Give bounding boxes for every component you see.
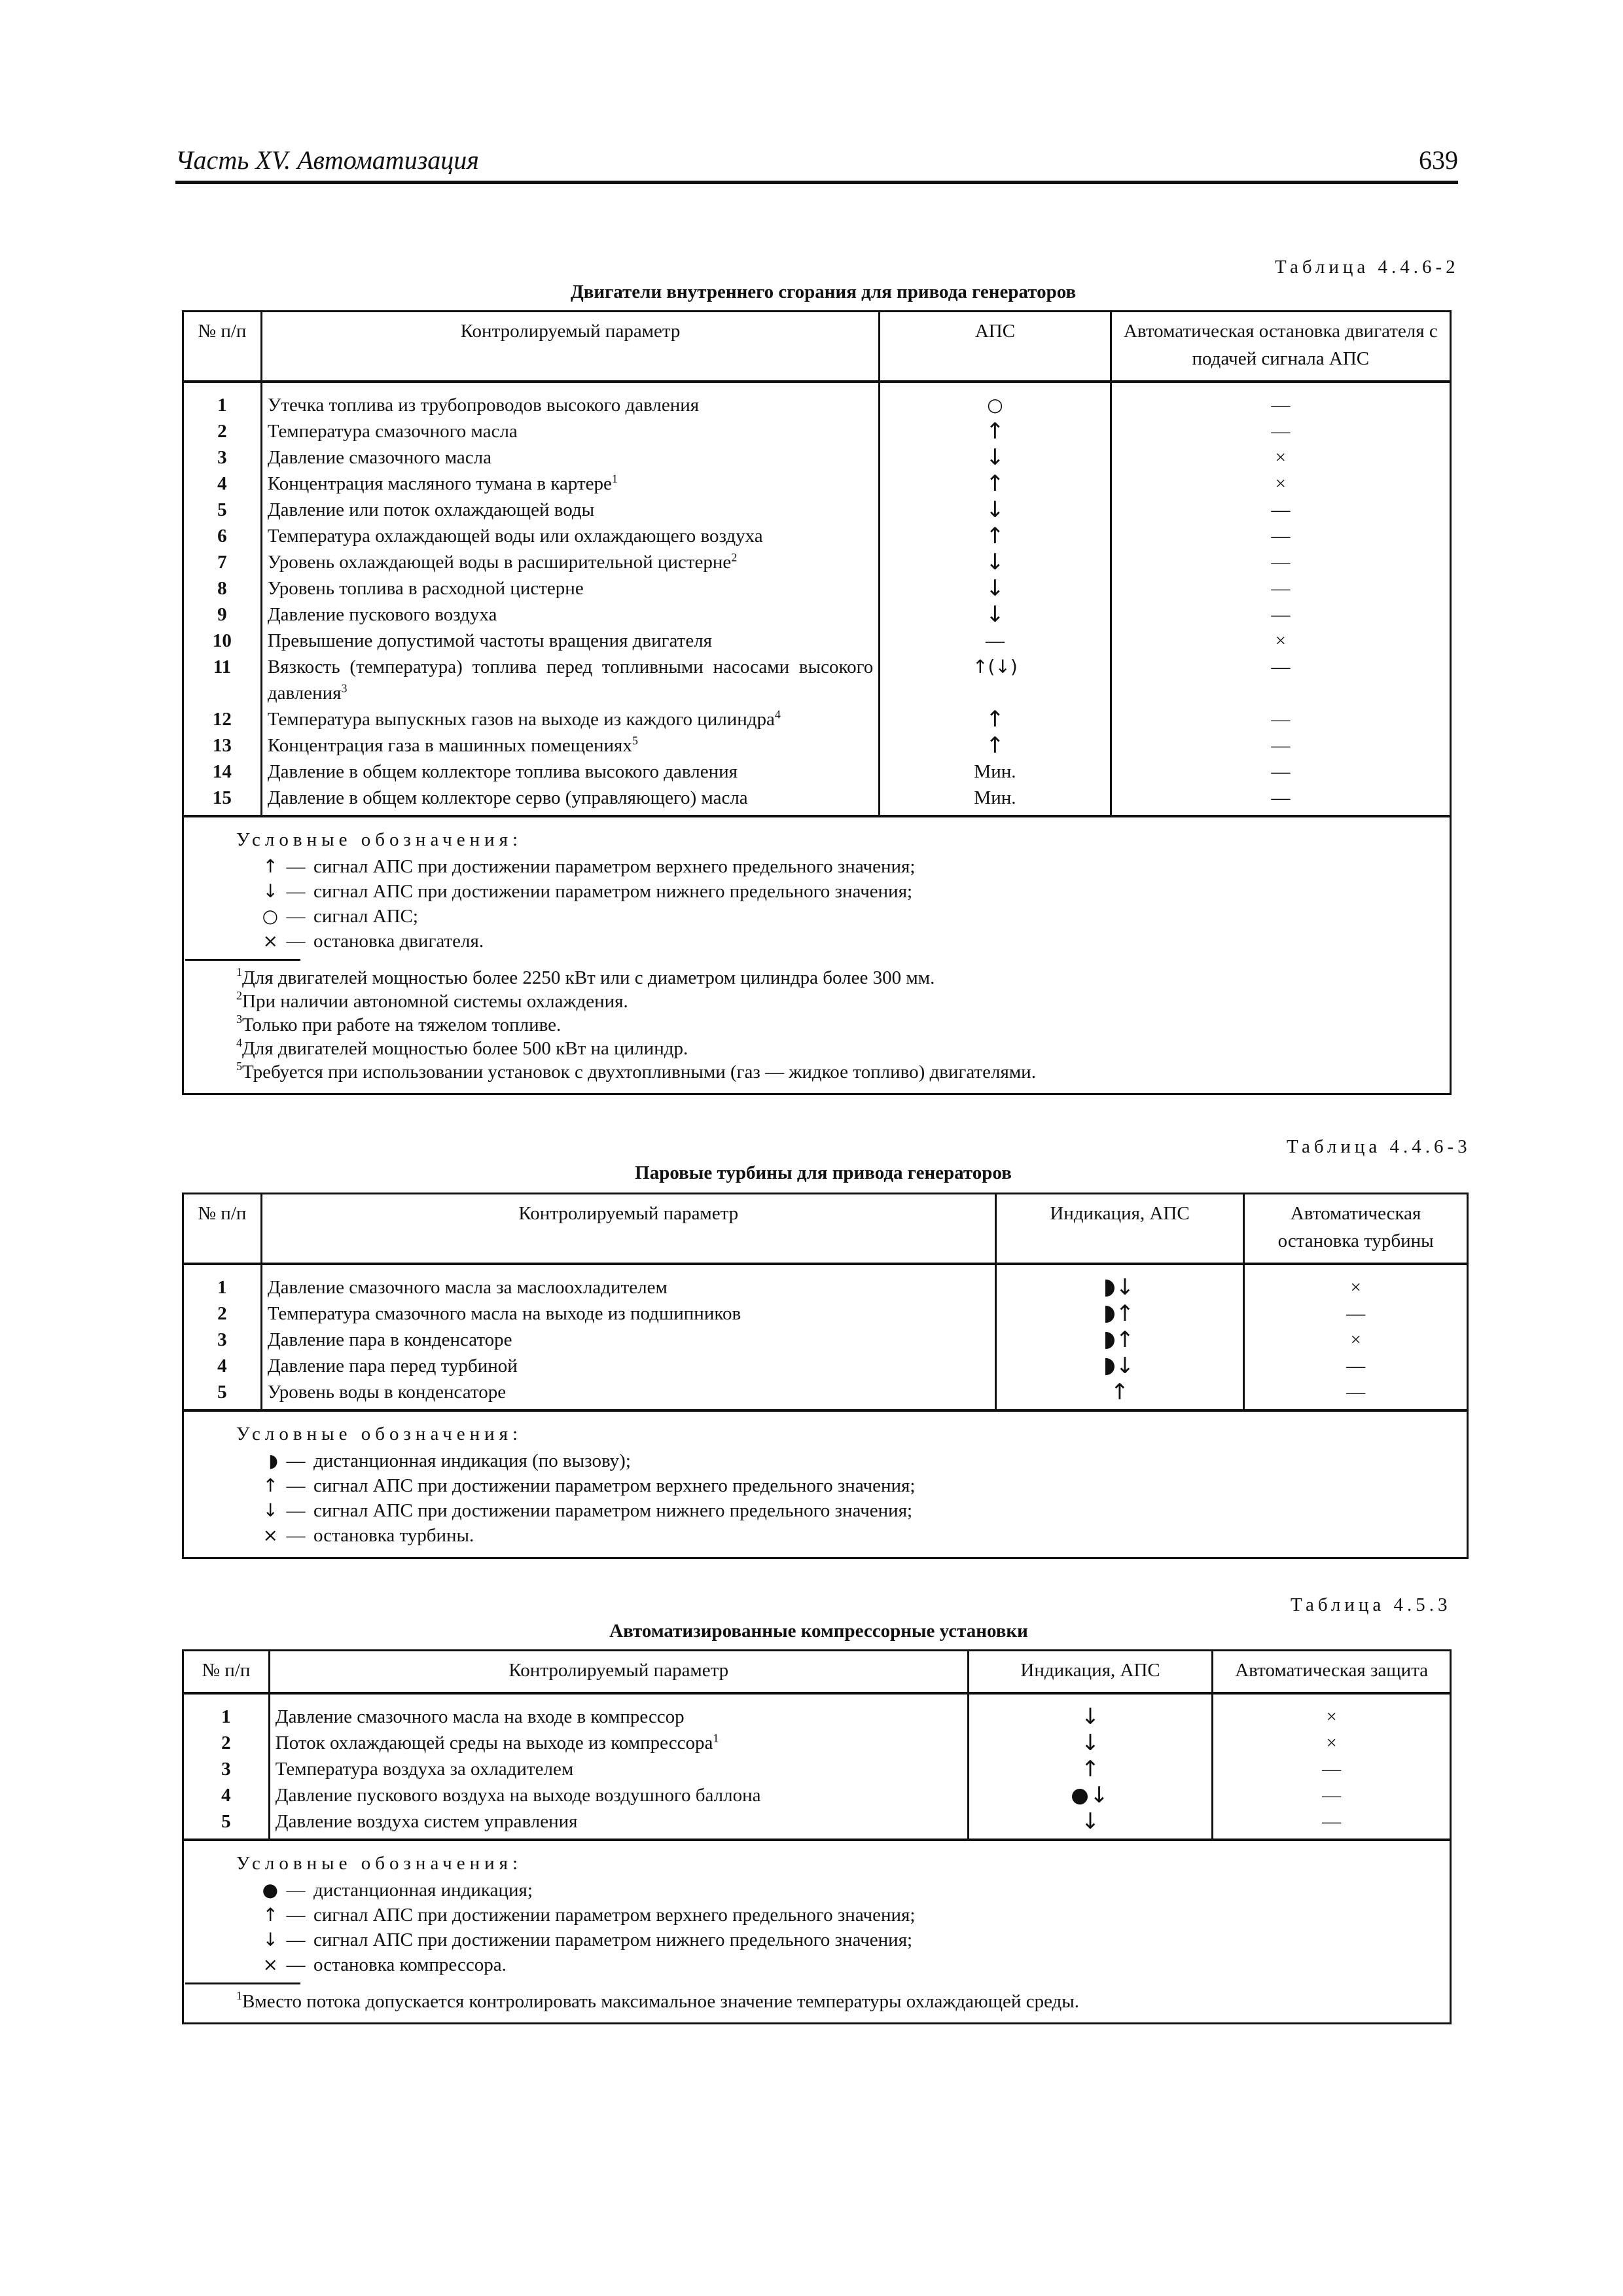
stop-cell: — [1271, 552, 1291, 573]
row-num: 4 [217, 473, 227, 494]
stop-column [1244, 1264, 1468, 1410]
indication-cell: ↑ [997, 1300, 1243, 1327]
aps-cell: ↑ [986, 706, 1005, 732]
page-header [175, 143, 1458, 184]
param-column [261, 382, 879, 816]
legend-item: × — остановка турбины. [262, 1524, 474, 1546]
row-num: 12 [212, 709, 232, 730]
col-header-num: № п/п [183, 1651, 270, 1694]
table-title: Автоматизированные компрессорные установки [609, 1621, 1028, 1641]
param-cell: Уровень топлива в расходной цистерне [267, 578, 584, 599]
aps-cell: Мин. [974, 787, 1016, 808]
num-column [183, 1264, 262, 1410]
legend-title: Условные обозначения: [236, 1853, 523, 1874]
legend-title: Условные обозначения: [236, 1424, 523, 1444]
legend-item: ◗ — дистанционная индикация (по вызову); [268, 1450, 631, 1471]
num-column [183, 1693, 270, 1840]
aps-cell: ↓ [986, 444, 1005, 471]
legend-item: ↓ — сигнал АПС при достижении параметром нижнего предельного значения; [262, 1929, 913, 1950]
param-cell: Давление воздуха систем управления [275, 1811, 578, 1832]
remote-indication-icon [1105, 1306, 1115, 1323]
legend-section [183, 1840, 1451, 2024]
remote-indication-icon [1105, 1280, 1115, 1297]
indication-column [995, 1264, 1243, 1410]
table-title: Двигатели внутреннего сгорания для привода генераторов [570, 281, 1077, 302]
aps-cell: Мин. [974, 761, 1016, 782]
col-header-stop: Автоматическая остановка турбины [1244, 1194, 1468, 1265]
legend-title: Условные обозначения: [236, 829, 523, 850]
param-cell: Давление пара перед турбиной [267, 1355, 518, 1376]
param-cell: Превышение допустимой частоты вращения двигателя [267, 630, 713, 651]
footnote: $^2$При наличии автономной системы охлаждения. [236, 989, 628, 1012]
param-cell: Давление пускового воздуха на выходе воздушного баллона [275, 1785, 761, 1806]
legend-item: ↑ — сигнал АПС при достижении параметром верхнего предельного значения; [262, 1475, 916, 1496]
col-header-indication: Индикация, АПС [995, 1194, 1243, 1265]
row-num: 5 [217, 1382, 227, 1403]
stop-cell: — [1271, 656, 1291, 677]
row-num: 8 [217, 578, 227, 599]
col-header-protection: Автоматическая защита [1213, 1651, 1451, 1694]
table-number: Таблица 4.4.6-3 [1287, 1136, 1471, 1157]
param-cell: Давление в общем коллекторе серво (управляющего) масла [267, 787, 748, 808]
stop-cell: — [1271, 604, 1291, 625]
remote-indication-icon [1105, 1358, 1115, 1375]
indication-cell: ↓ [969, 1782, 1212, 1808]
row-num: 3 [221, 1759, 231, 1780]
aps-cell: ↓ [986, 601, 1005, 628]
aps-cell: ↑ [986, 471, 1005, 497]
legend-section [183, 1410, 1468, 1558]
aps-cell: ↑ [986, 523, 1005, 549]
legend-section [183, 816, 1451, 1094]
legend-item: ↓ — сигнал АПС при достижении параметром нижнего предельного значения; [262, 880, 913, 902]
num-column [183, 382, 262, 816]
col-header-indication: Индикация, АПС [968, 1651, 1213, 1694]
page-number: 639 [1419, 145, 1458, 175]
aps-cell: ↓ [986, 575, 1005, 601]
footnote-rule [185, 959, 300, 961]
protection-cell: — [1322, 1785, 1342, 1806]
stop-cell: — [1346, 1382, 1366, 1403]
stop-cell: × [1350, 1329, 1361, 1350]
col-header-param: Контролируемый параметр [269, 1651, 968, 1694]
legend-item: ↓ — сигнал АПС при достижении параметром нижнего предельного значения; [262, 1499, 913, 1521]
param-cell: Температура воздуха за охладителем [275, 1759, 574, 1780]
stop-cell: × [1350, 1277, 1361, 1298]
legend-item: × — остановка компрессора. [262, 1954, 507, 1975]
footnote: $^3$Только при работе на тяжелом топливе. [236, 1013, 562, 1035]
param-column [261, 1264, 995, 1410]
col-header-num: № п/п [183, 312, 262, 382]
col-header-aps: АПС [880, 312, 1111, 382]
row-num: 9 [217, 604, 227, 625]
stop-column [1111, 382, 1450, 816]
param-cell: Утечка топлива из трубопроводов высокого давления [267, 395, 700, 416]
legend-item: ↑ — сигнал АПС при достижении параметром верхнего предельного значения; [262, 855, 916, 877]
row-num: 3 [217, 1329, 227, 1350]
section-title: Часть XV. Автоматизация [175, 145, 479, 175]
param-cell: Температура охлаждающей воды или охлаждающего воздуха [267, 526, 763, 547]
aps-column [880, 382, 1111, 816]
param-column [269, 1693, 968, 1840]
footnote: $^4$Для двигателей мощностью более 500 кВт на цилиндр. [236, 1036, 688, 1059]
param-cell: Давление смазочного масла за маслоохладителем [267, 1277, 668, 1298]
stop-cell: — [1271, 526, 1291, 547]
remote-indication-icon [1105, 1332, 1115, 1349]
row-num: 4 [221, 1785, 231, 1806]
indication-cell: ↑ [1110, 1379, 1130, 1405]
aps-cell: ↑(↓) [972, 656, 1018, 677]
row-num: 2 [221, 1732, 231, 1753]
aps-cell: — [985, 630, 1005, 651]
stop-cell: — [1271, 395, 1291, 416]
footnote: $^1$Для двигателей мощностью более 2250 кВт или с диаметром цилиндра более 300 мм. [236, 965, 935, 988]
row-num: 6 [217, 526, 227, 547]
stop-cell: — [1271, 761, 1291, 782]
stop-cell: × [1275, 473, 1286, 494]
indication-cell: ↓ [1080, 1704, 1100, 1730]
param-cell: Температура смазочного масла [267, 421, 518, 442]
param-cell: Уровень воды в конденсаторе [267, 1382, 507, 1403]
indication-cell: ↓ [997, 1274, 1243, 1300]
protection-cell: × [1326, 1706, 1337, 1727]
stop-cell: × [1275, 447, 1286, 468]
stop-cell: — [1271, 709, 1291, 730]
row-num: 3 [217, 447, 227, 468]
stop-cell: — [1271, 499, 1291, 520]
legend-item: ● — дистанционная индикация; [262, 1879, 533, 1901]
stop-cell: — [1346, 1303, 1366, 1324]
param-cell: Давление смазочного масла на входе в компрессор [275, 1706, 685, 1727]
protection-cell: — [1322, 1811, 1342, 1832]
footnote: $^5$Требуется при использовании установок с двухтопливными (газ — жидкое топливо) двигателями. [236, 1060, 1036, 1083]
footnote-rule [185, 1982, 300, 1984]
aps-cell: ○ [987, 394, 1003, 416]
row-num: 1 [217, 1277, 227, 1298]
aps-cell: ↓ [986, 497, 1005, 523]
row-num: 5 [217, 499, 227, 520]
param-cell: Концентрация газа в машинных помещениях$^5$ [267, 734, 638, 756]
col-header-param: Контролируемый параметр [261, 1194, 995, 1265]
row-num: 11 [213, 656, 232, 677]
param-cell: Уровень охлаждающей воды в расширительной цистерне$^2$ [267, 550, 738, 573]
row-num: 15 [212, 787, 232, 808]
table-title: Паровые турбины для привода генераторов [635, 1162, 1012, 1183]
row-num: 2 [217, 421, 227, 442]
footnote: $^1$Вместо потока допускается контролировать максимальное значение температуры охлаждающей среды. [236, 1989, 1080, 2012]
col-header-stop: Автоматическая остановка двигателя с подачей сигнала АПС [1111, 312, 1450, 382]
row-num: 4 [217, 1355, 227, 1376]
table-compressors [182, 1649, 1452, 2024]
param-cell: Давление пара в конденсаторе [267, 1329, 512, 1350]
param-cell: Температура выпускных газов на выходе из каждого цилиндра$^4$ [267, 708, 781, 730]
table-number: Таблица 4.4.6-2 [1275, 257, 1459, 278]
protection-cell: — [1322, 1759, 1342, 1780]
legend-item: × — остановка двигателя. [262, 930, 484, 952]
row-num: 5 [221, 1811, 231, 1832]
indication-cell: ↑ [997, 1327, 1243, 1353]
table-engines [182, 310, 1452, 1095]
param-cell: Поток охлаждающей среды на выходе из компрессора$^1$ [275, 1731, 719, 1753]
legend-item: ↑ — сигнал АПС при достижении параметром верхнего предельного значения; [262, 1904, 916, 1926]
aps-cell: ↓ [986, 549, 1005, 575]
param-cell: Концентрация масляного тумана в картере$^1$ [267, 472, 618, 494]
param-cell: Давление пускового воздуха [267, 604, 497, 625]
param-cell: Давление или поток охлаждающей воды [267, 499, 595, 520]
aps-cell: ↑ [986, 418, 1005, 444]
row-num: 1 [221, 1706, 231, 1727]
table-number: Таблица 4.5.3 [1291, 1594, 1452, 1615]
stop-cell: — [1271, 421, 1291, 442]
aps-cell: ↑ [986, 732, 1005, 759]
indication-cell: ↑ [1080, 1756, 1100, 1782]
param-cell: Давление в общем коллекторе топлива высокого давления [267, 761, 738, 782]
legend-item: ○ — сигнал АПС; [262, 905, 418, 927]
param-cell: Вязкость (температура) топлива перед топливными насосами высокого давления$^3$ [267, 656, 874, 704]
stop-cell: — [1271, 787, 1291, 808]
col-header-num: № п/п [183, 1194, 262, 1265]
row-num: 1 [217, 395, 227, 416]
param-cell: Температура смазочного масла на выходе из подшипников [267, 1303, 741, 1324]
protection-column [1213, 1693, 1451, 1840]
row-num: 7 [217, 552, 227, 573]
row-num: 13 [212, 735, 232, 756]
stop-cell: — [1271, 578, 1291, 599]
stop-cell: — [1271, 735, 1291, 756]
stop-cell: — [1346, 1355, 1366, 1376]
row-num: 14 [212, 761, 232, 782]
param-cell: Давление смазочного масла [267, 447, 491, 468]
col-header-param: Контролируемый параметр [261, 312, 879, 382]
table-turbines [182, 1193, 1469, 1559]
stop-cell: × [1275, 630, 1286, 651]
indication-cell: ↓ [1080, 1730, 1100, 1756]
indication-cell: ↓ [1080, 1808, 1100, 1835]
protection-cell: × [1326, 1732, 1337, 1753]
row-num: 2 [217, 1303, 227, 1324]
indication-cell: ↓ [997, 1353, 1243, 1379]
remote-indication-icon [1072, 1789, 1088, 1804]
row-num: 10 [212, 630, 232, 651]
indication-column [968, 1693, 1213, 1840]
